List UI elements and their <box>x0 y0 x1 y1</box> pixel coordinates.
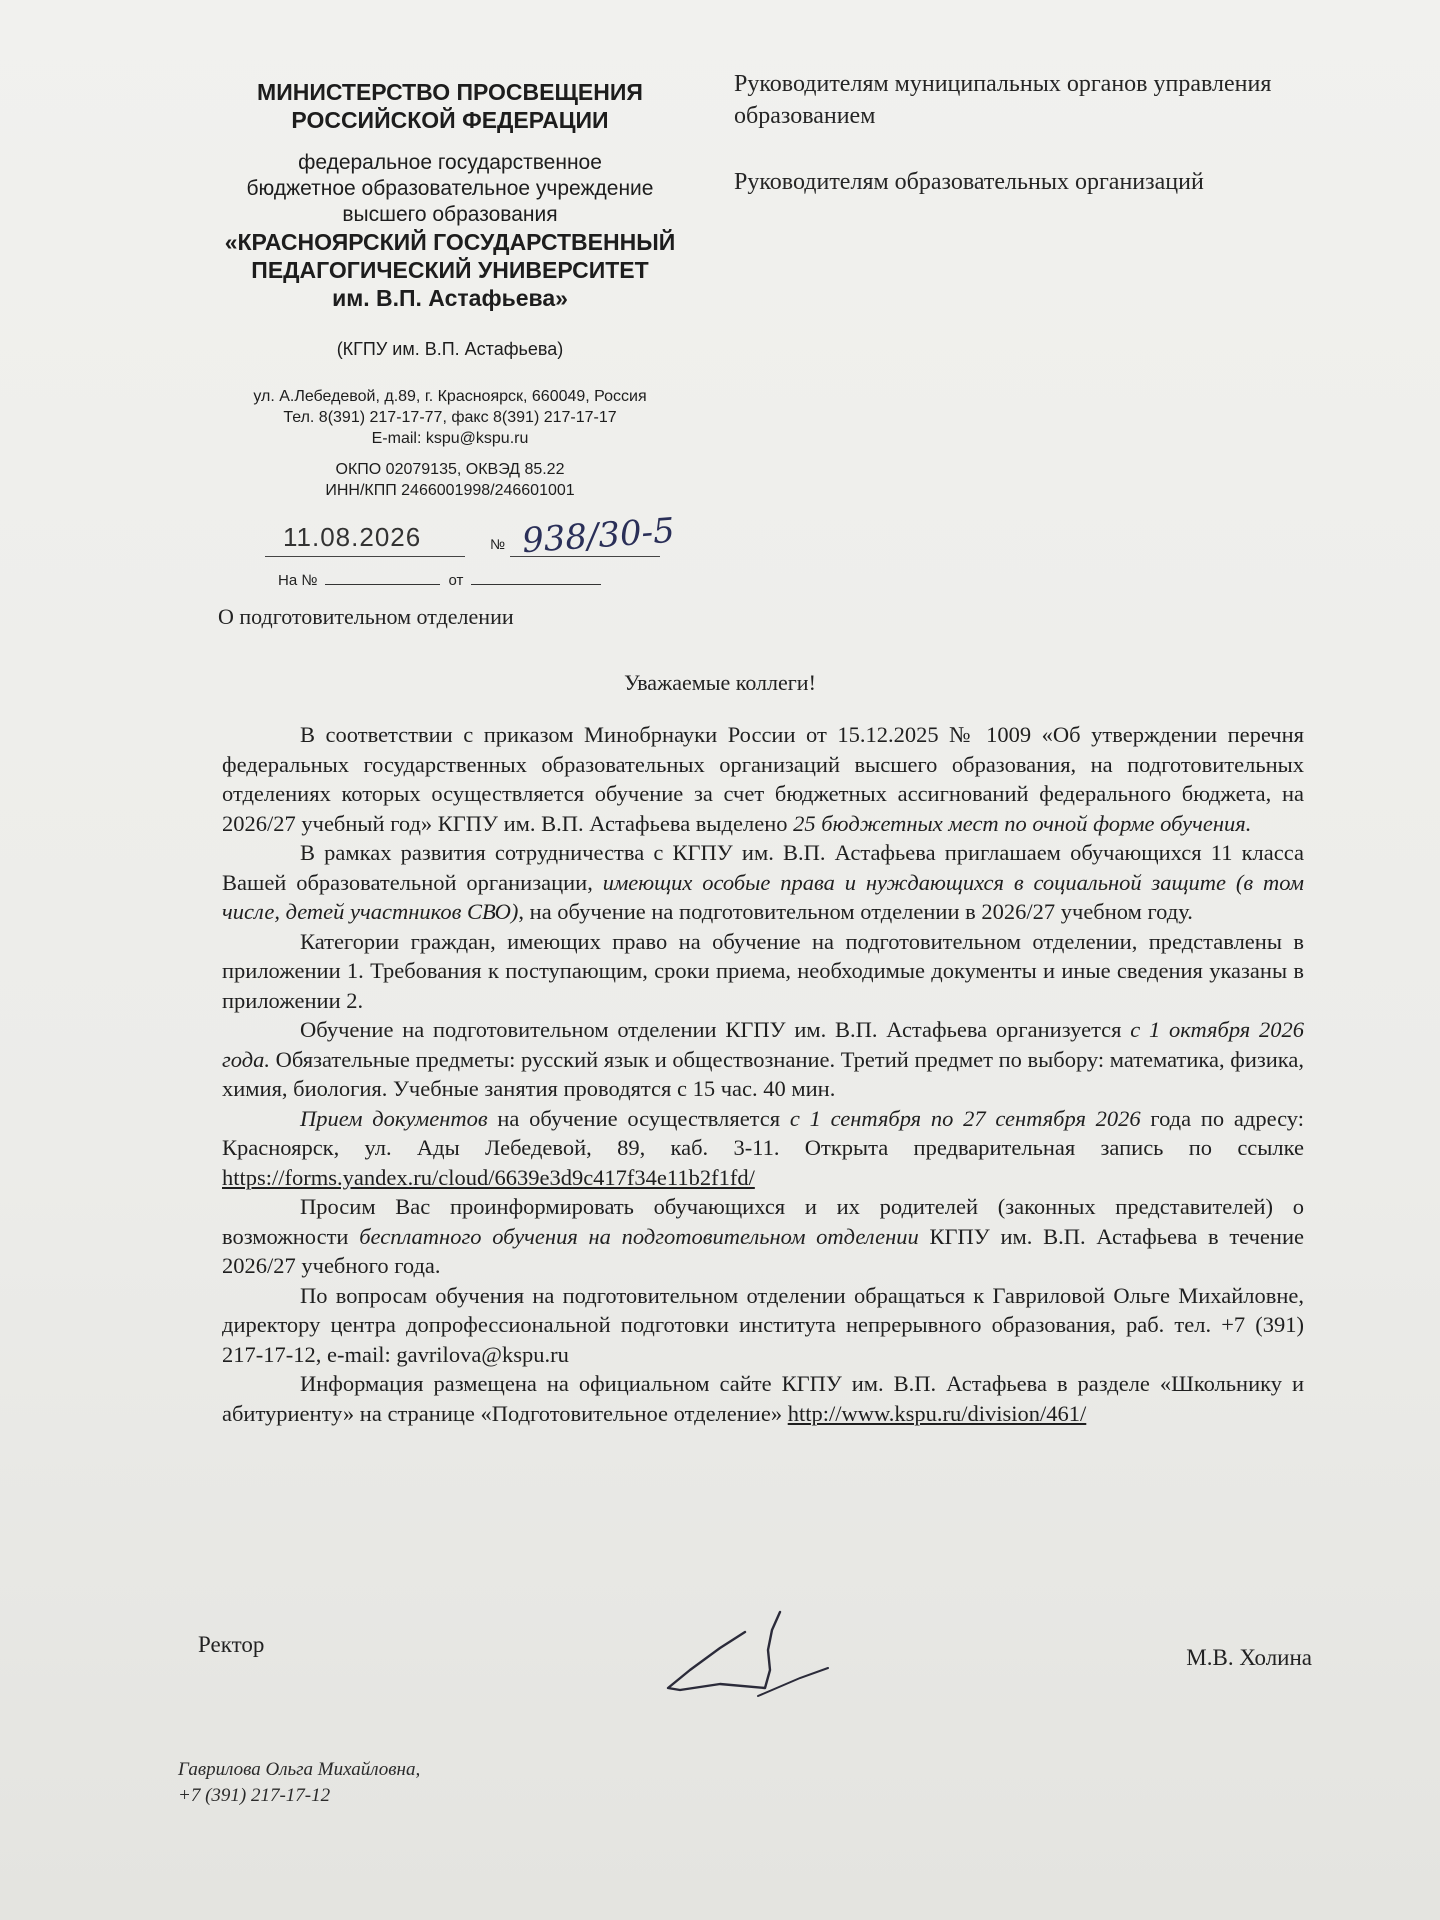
ref-no-label: На № <box>278 572 318 589</box>
greeting: Уважаемые коллеги! <box>624 670 816 695</box>
paragraph-1: В соответствии с приказом Минобрнауки России от 15.12.2025 № 1009 «Об утверждении перечня федеральных государственных образовательных организаций высшего образования, на подготовительных отделениях которых осуществляется обучение за счет бюджетных ассигнований федерального бюджета, на 2026/27 учебный год» КГПУ им. В.П. Астафьева выделено 25 бюджетных мест по очной форме обучения. <box>222 722 1304 836</box>
signer-position: Ректор <box>198 1632 265 1657</box>
letter-subject: О подготовительном отделении <box>218 604 514 629</box>
letterhead <box>200 78 700 501</box>
executor-name: Гаврилова Ольга Михайловна, <box>178 1759 421 1780</box>
recipients-block <box>734 68 1294 232</box>
university-short-name: (КГПУ им. В.П. Астафьева) <box>336 339 564 359</box>
university-inn: ИНН/КПП 2466001998/246601001 <box>325 482 575 499</box>
registration-line <box>265 510 695 562</box>
institution-type-line-3: высшего образования <box>342 203 558 226</box>
university-email: E-mail: kspu@kspu.ru <box>371 430 529 447</box>
university-line-3: им. В.П. Астафьева» <box>332 285 568 311</box>
recipient-2: Руководителям образовательных организаций <box>734 169 1204 195</box>
paragraph-3: Категории граждан, имеющих право на обучение на подготовительном отделении, представлены в приложении 1. Требования к поступающим, сроки приема, необходимые документы и иные сведения указаны в приложении 2. <box>222 928 1304 1013</box>
paragraph-6: Просим Вас проинформировать обучающихся и их родителей (законных представителей) о возможности бесплатного обучения на подготовительном отделении КГПУ им. В.П. Астафьева в течение 2026/27 учебного года. <box>222 1194 1304 1278</box>
registration-form-link[interactable]: https://forms.yandex.ru/cloud/6639e3d9c417f34e11b2f1fd/ <box>222 1164 755 1190</box>
paragraph-7: По вопросам обучения на подготовительном отделении обращаться к Гавриловой Ольге Михайловне, директору центра допрофессиональной подготовки института непрерывного образования, раб. тел. +7 (391) 217-17-12, e-mail: gavrilova@kspu.ru <box>222 1282 1304 1367</box>
letter-body <box>222 720 1304 1428</box>
recipient-1: Руководителям муниципальных органов управления образованием <box>734 71 1272 129</box>
letter-number: 938/30-5 <box>520 510 676 562</box>
letter-date: 11.08.2026 <box>283 522 422 552</box>
university-phone: Тел. 8(391) 217-17-77, факс 8(391) 217-17-17 <box>283 409 617 426</box>
institution-type-line-1: федеральное государственное <box>298 151 602 174</box>
paragraph-5: Прием документов на обучение осуществляется с 1 сентября по 27 сентября 2026 года по адресу: Красноярск, ул. Ады Лебедевой, 89, каб. 3-11. Открыта предварительная запись по ссылке https://forms.yandex.ru/cloud/6639e3d9c417f34e11b2f1fd/ <box>222 1105 1305 1190</box>
date-underline <box>265 556 465 557</box>
institution-type-line-2: бюджетное образовательное учреждение <box>246 177 654 200</box>
number-underline <box>510 556 660 557</box>
university-okpo: ОКПО 02079135, ОКВЭД 85.22 <box>335 461 565 478</box>
signer-name: М.В. Холина <box>1186 1645 1312 1670</box>
executor-block <box>178 1757 420 1809</box>
paragraph-2: В рамках развития сотрудничества с КГПУ им. В.П. Астафьева приглашаем обучающихся 11 класса Вашей образовательной организации, имеющих особые права и нуждающихся в социальной защите (в том числе, детей участников СВО), на обучение на подготовительном отделении в 2026/27 учебном году. <box>222 840 1304 924</box>
ref-from-label: от <box>448 572 464 589</box>
paragraph-8: Информация размещена на официальном сайте КГПУ им. В.П. Астафьева в разделе «Школьнику и абитуриенту» на странице «Подготовительное отделение» http://www.kspu.ru/division/461/ <box>222 1371 1304 1426</box>
university-address: ул. А.Лебедевой, д.89, г. Красноярск, 660049, Россия <box>253 388 647 405</box>
executor-phone: +7 (391) 217-17-12 <box>178 1785 331 1806</box>
university-line-2: ПЕДАГОГИЧЕСКИЙ УНИВЕРСИТЕТ <box>251 257 649 283</box>
university-line-1: «КРАСНОЯРСКИЙ ГОСУДАРСТВЕННЫЙ <box>224 229 676 255</box>
ministry-line-1: МИНИСТЕРСТВО ПРОСВЕЩЕНИЯ <box>257 79 643 105</box>
reference-line <box>278 572 601 589</box>
paragraph-4: Обучение на подготовительном отделении КГПУ им. В.П. Астафьева организуется с 1 октября 2026 года. Обязательные предметы: русский язык и обществознание. Третий предмет по выбору: математика, физика, химия, биология. Учебные занятия проводятся с 15 час. 40 мин. <box>222 1017 1304 1101</box>
ministry-line-2: РОССИЙСКОЙ ФЕДЕРАЦИИ <box>291 107 609 133</box>
division-page-link[interactable]: http://www.kspu.ru/division/461/ <box>787 1400 1087 1426</box>
number-label: № <box>490 536 506 552</box>
handwritten-signature <box>660 1600 840 1710</box>
